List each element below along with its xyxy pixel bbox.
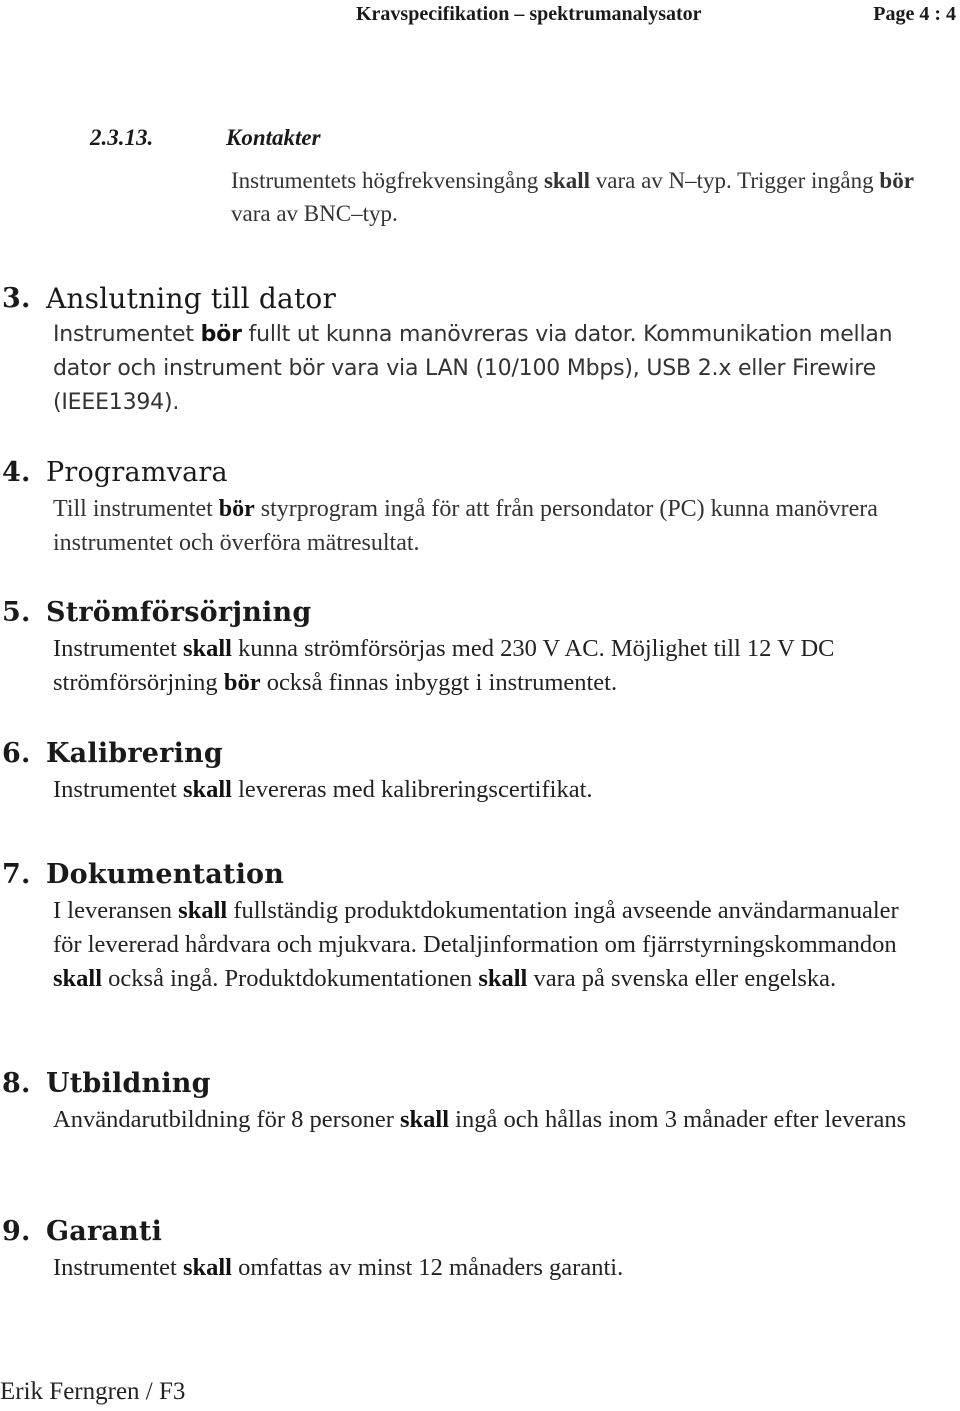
section-heading xyxy=(2,282,942,316)
text-run: Användarutbildning för 8 personer xyxy=(53,1106,400,1133)
text-run: ingå och hållas inom 3 månader efter leverans xyxy=(449,1106,907,1133)
text-run: Instrumentet xyxy=(53,635,183,662)
section-title: Strömförsörjning xyxy=(46,597,312,628)
section-body xyxy=(53,1251,943,1285)
section-number: 4. xyxy=(2,457,31,488)
text-run: Till instrumentet xyxy=(53,496,219,522)
section-stromforsorjning xyxy=(2,596,942,700)
section-body xyxy=(53,1103,923,1137)
section-heading xyxy=(2,456,942,490)
section-title: Kalibrering xyxy=(46,738,223,769)
text-run: levereras med kalibreringscertifikat. xyxy=(231,776,593,803)
subsection-number: 2.3.13. xyxy=(90,125,154,150)
section-heading xyxy=(2,596,942,630)
section-title: Dokumentation xyxy=(46,859,285,890)
section-number: 3. xyxy=(2,283,31,314)
section-anslutning xyxy=(2,282,942,420)
section-heading xyxy=(2,1215,942,1249)
text-run: fullt ut kunna manövreras via dator. Kommunikation mellan dator och instrument bör vara via LAN (10/100 Mbps), USB 2.x eller Firewire (IEEE1394). xyxy=(53,322,893,415)
subsection-body xyxy=(231,164,931,230)
subsection-kontakter xyxy=(90,122,950,230)
section-number: 5. xyxy=(2,597,31,628)
text-run: omfattas av minst 12 månaders garanti. xyxy=(231,1254,624,1281)
page-footer: Erik Ferngren / F3 xyxy=(0,1378,186,1405)
requirement-keyword: bör xyxy=(879,168,914,193)
requirement-keyword: skall xyxy=(182,776,232,803)
text-run: vara av BNC–typ. xyxy=(231,201,398,226)
text-run: Instrumentets högfrekvensingång xyxy=(231,168,544,193)
text-run: vara på svenska eller engelska. xyxy=(527,965,837,992)
requirement-keyword: skall xyxy=(400,1106,450,1133)
text-run: Instrumentet xyxy=(53,322,201,347)
section-dokumentation xyxy=(2,858,942,996)
section-garanti xyxy=(2,1215,942,1285)
text-run: styrprogram ingå för att från persondator (PC) kunna manövrera instrumentet och överföra mätresultat. xyxy=(53,496,878,556)
section-heading xyxy=(2,737,942,771)
text-run: Instrumentet xyxy=(53,776,183,803)
section-title: Garanti xyxy=(46,1216,163,1247)
text-run: fullständig produktdokumentation ingå avseende användarmanualer för levererad hårdvara och mjukvara. Detaljinformation om fjärrstyrningskommandon xyxy=(53,897,899,958)
requirement-keyword: skall xyxy=(182,635,232,662)
requirement-keyword: skall xyxy=(543,168,591,193)
section-number: 6. xyxy=(2,738,31,769)
requirement-keyword: bör xyxy=(223,669,261,696)
section-body xyxy=(53,492,943,560)
section-number: 7. xyxy=(2,859,31,890)
page-number: Page 4 : 4 xyxy=(873,3,956,25)
section-body xyxy=(53,894,933,996)
page-header xyxy=(356,0,956,28)
section-body xyxy=(53,632,943,700)
text-run: vara av N–typ. Trigger ingång xyxy=(590,168,880,193)
text-run: också ingå. Produktdokumentationen xyxy=(102,965,479,992)
requirement-keyword: bör xyxy=(218,496,255,522)
requirement-keyword: skall xyxy=(182,1254,232,1281)
requirement-keyword: skall xyxy=(478,965,528,992)
text-run: Instrumentet xyxy=(53,1254,183,1281)
text-run: också finnas inbyggt i instrumentet. xyxy=(260,669,618,696)
subsection-heading xyxy=(90,122,950,154)
section-number: 9. xyxy=(2,1216,31,1247)
text-run: I leveransen xyxy=(53,897,179,924)
section-title: Utbildning xyxy=(46,1068,211,1099)
section-heading xyxy=(2,858,942,892)
document-title: Kravspecifikation – spektrumanalysator xyxy=(356,3,702,25)
section-title: Anslutning till dator xyxy=(46,282,337,315)
requirement-keyword: skall xyxy=(178,897,228,924)
section-body xyxy=(53,773,943,807)
subsection-title: Kontakter xyxy=(226,125,321,150)
section-body xyxy=(53,318,943,420)
section-title: Programvara xyxy=(46,457,228,488)
section-programvara xyxy=(2,456,942,560)
requirement-keyword: skall xyxy=(53,965,103,992)
text-run: kunna strömförsörjas med 230 V AC. Möjlighet till 12 V DC strömförsörjning xyxy=(53,635,835,696)
section-heading xyxy=(2,1067,942,1101)
section-number: 8. xyxy=(2,1068,31,1099)
requirement-keyword: bör xyxy=(200,322,242,347)
section-utbildning xyxy=(2,1067,942,1137)
section-kalibrering xyxy=(2,737,942,807)
